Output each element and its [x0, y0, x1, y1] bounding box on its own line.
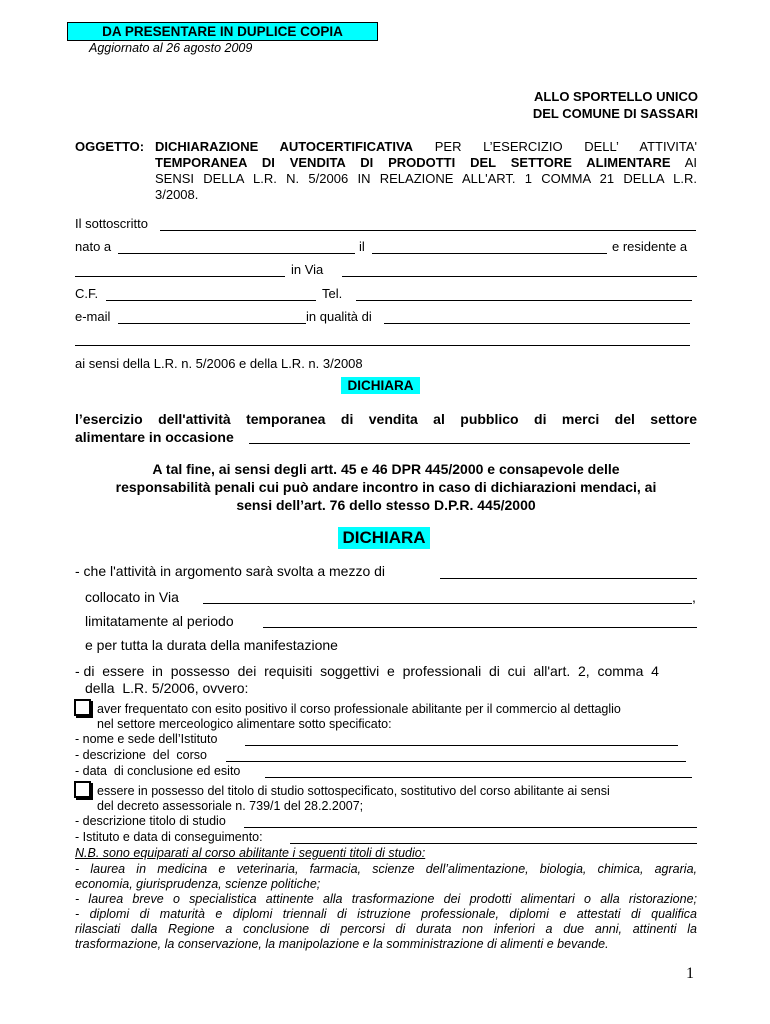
option-2-checkbox[interactable] — [74, 781, 91, 798]
descrizione-corso-field[interactable] — [226, 761, 686, 762]
dichiara-heading-1: DICHIARA — [341, 377, 420, 394]
option-1-line-2: nel settore merceologico alimentare sotto specificato: — [97, 717, 392, 731]
requisiti-line-1: - di essere in possesso dei requisiti soggettivi e professionali di cui all'art. 2, comma 4 — [75, 663, 659, 679]
option-2-line-2: del decreto assessoriale n. 739/1 del 28.2.2007; — [97, 799, 364, 813]
titolo-studio-field[interactable] — [244, 827, 697, 828]
note-line-6: trasformazione, la conservazione, la manipolazione e la somministrazione di alimenti e bevande. — [75, 937, 609, 951]
data-esito-label: - data di conclusione ed esito — [75, 764, 241, 778]
addressee-line-2: DEL COMUNE DI SASSARI — [532, 106, 698, 121]
option-2-line-1: essere in possesso del titolo di studio sottospecificato, sostitutivo del corso abilitante ai sensi — [97, 784, 610, 798]
occasion-field[interactable] — [249, 443, 690, 444]
legal-basis: ai sensi della L.R. n. 5/2006 e della L.R. n. 3/2008 — [75, 356, 363, 371]
periodo-field[interactable] — [263, 627, 697, 628]
note-line-2: economia, giurisprudenza, scienze politiche; — [75, 877, 321, 891]
note-line-3: - laurea breve o specialistica attinente alla trasformazione dei prodotti alimentari o alla ristorazione; — [75, 892, 697, 906]
subject-label: OGGETTO: — [75, 139, 145, 154]
activity-line-2: alimentare in occasione — [75, 429, 234, 445]
option-1-checkbox[interactable] — [74, 699, 91, 716]
il-label: il — [359, 239, 365, 254]
cf-label: C.F. — [75, 286, 99, 301]
titolo-studio-label: - descrizione titolo di studio — [75, 814, 226, 828]
page-number: 1 — [686, 965, 694, 982]
durata-text: e per tutta la durata della manifestazione — [85, 637, 338, 653]
note-line-4: - diplomi di maturità e diplomi triennali di istruzione professionale, diplomi e attestati di qualifica — [75, 907, 697, 921]
dichiara-heading-2: DICHIARA — [338, 527, 430, 549]
note-line-1: - laurea in medicina e veterinaria, farmacia, scienze dell’alimentazione, biologia, chimica, agraria, — [75, 862, 697, 876]
qualita-field[interactable] — [384, 323, 690, 324]
qualita-continuation-field[interactable] — [75, 345, 690, 346]
tel-field[interactable] — [356, 300, 692, 301]
nato-a-label: nato a — [75, 239, 112, 254]
note-line-5: rilasciati dalla Regione a conclusione di percorsi di durata non inferiori a due anni, attinenti la — [75, 922, 697, 936]
periodo-label: limitatamente al periodo — [85, 613, 234, 629]
mezzo-field[interactable] — [440, 578, 697, 579]
data-esito-field[interactable] — [265, 777, 692, 778]
istituto-field[interactable] — [290, 843, 697, 844]
collocato-comma: , — [692, 589, 696, 605]
nome-sede-field[interactable] — [245, 745, 678, 746]
nome-sede-label: - nome e sede dell’Istituto — [75, 732, 218, 746]
collocato-label: collocato in Via — [85, 589, 179, 605]
copy-notice-banner: DA PRESENTARE IN DUPLICE COPIA — [67, 22, 378, 41]
subject-line-1-bold: DICHIARAZIONE AUTOCERTIFICATIVA — [155, 139, 414, 154]
subject-line-2-bold: TEMPORANEA DI VENDITA DI PRODOTTI DEL SETTORE ALIMENTARE — [155, 155, 671, 170]
subject-line-1 — [155, 139, 697, 154]
birthplace-field[interactable] — [118, 253, 355, 254]
sottoscritto-field[interactable] — [160, 230, 696, 231]
email-label: e-mail — [75, 309, 111, 324]
subject-line-3: SENSI DELLA L.R. N. 5/2006 IN RELAZIONE ALL'ART. 1 COMMA 21 DELLA L.R. — [155, 171, 697, 186]
requisiti-line-2: della L.R. 5/2006, ovvero: — [85, 680, 249, 696]
purpose-line-3: sensi dell’art. 76 dello stesso D.P.R. 445/2000 — [236, 497, 536, 513]
addressee-line-1: ALLO SPORTELLO UNICO — [534, 89, 698, 104]
purpose-line-1: A tal fine, ai sensi degli artt. 45 e 46 DPR 445/2000 e consapevole delle — [152, 461, 620, 477]
descrizione-corso-label: - descrizione del corso — [75, 748, 208, 762]
street-field[interactable] — [342, 276, 697, 277]
subject-line-2 — [155, 155, 697, 170]
note-title: N.B. sono equiparati al corso abilitante i seguenti titoli di studio: — [75, 846, 426, 860]
qualita-label: in qualità di — [306, 309, 372, 324]
residence-city-field[interactable] — [75, 276, 285, 277]
subject-line-2-rest: AI — [670, 155, 698, 170]
subject-line-4: 3/2008. — [155, 187, 199, 202]
collocato-field[interactable] — [203, 603, 692, 604]
istituto-label: - Istituto e data di conseguimento: — [75, 830, 263, 844]
tel-label: Tel. — [322, 286, 343, 301]
option-1-line-1: aver frequentato con esito positivo il corso professionale abilitante per il commercio al dettaglio — [97, 702, 621, 716]
updated-date: Aggiornato al 26 agosto 2009 — [89, 41, 253, 55]
in-via-label: in Via — [291, 262, 324, 277]
purpose-line-2: responsabilità penali cui può andare incontro in caso di dichiarazioni mendaci, ai — [115, 479, 657, 495]
residente-label: e residente a — [612, 239, 688, 254]
cf-field[interactable] — [106, 300, 316, 301]
birthdate-field[interactable] — [372, 253, 607, 254]
mezzo-label: - che l'attività in argomento sarà svolta a mezzo di — [75, 563, 386, 579]
email-field[interactable] — [118, 323, 306, 324]
subject-line-1-rest: PER L’ESERCIZIO DELL’ ATTIVITA' — [413, 139, 697, 154]
activity-line-1: l’esercizio dell'attività temporanea di vendita al pubblico di merci del settore — [75, 411, 697, 427]
sottoscritto-label: Il sottoscritto — [75, 216, 148, 231]
